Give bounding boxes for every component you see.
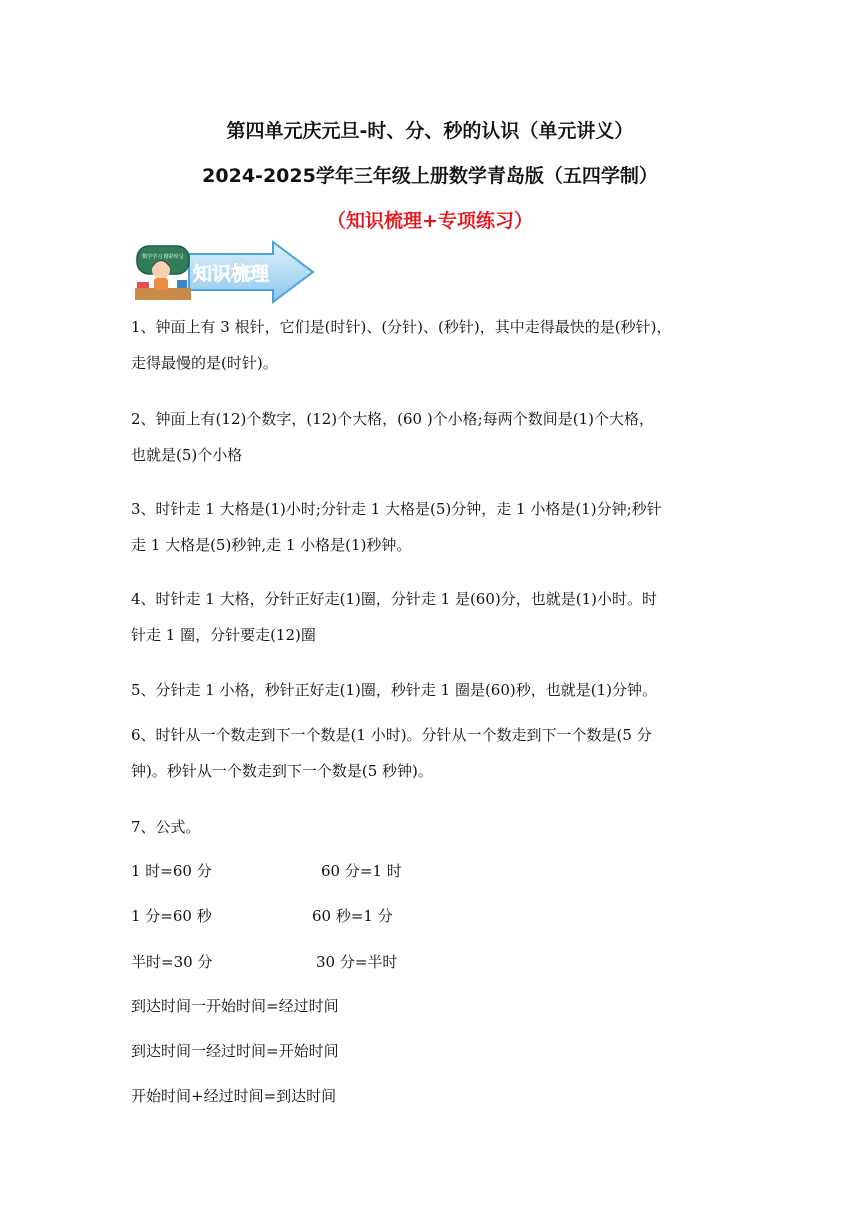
relation-1: 到达时间一开始时间=经过时间 (131, 997, 339, 1015)
item-2-line-1: 2、钟面上有(12)个数字，(12)个大格，(60 )个小格;每两个数间是(1)个大格， (131, 410, 654, 428)
item-3 (131, 498, 731, 556)
formula-1-right: 60 分=1 时 (321, 862, 402, 880)
relation-3: 开始时间+经过时间=到达时间 (131, 1087, 337, 1105)
item-1-line-1: 1、钟面上有 3 根针，它们是(时针)、(分针)、(秒针)，其中走得最快的是(秒针)， (131, 318, 672, 336)
formula-2-right: 60 秒=1 分 (312, 907, 393, 925)
title-line-2: 2024-2025学年三年级上册数学青岛版（五四学制） (202, 165, 658, 187)
title-line-3: （知识梳理+专项练习） (327, 210, 533, 232)
badge-label: 知识梳理 (193, 263, 270, 285)
formula-3-right: 30 分=半时 (316, 953, 398, 971)
formula-3-left: 半时=30 分 (131, 953, 213, 971)
item-5 (131, 679, 731, 701)
item-3-line-2: 走 1 大格是(5)秒钟,走 1 小格是(1)秒钟。 (131, 536, 412, 554)
section-badge (131, 240, 317, 304)
board-text: 数学学习 精彩纷呈 (142, 254, 184, 260)
item-1-line-2: 走得最慢的是(时针)。 (131, 354, 278, 372)
item-4-line-2: 针走 1 圈，分针要走(12)圈 (131, 626, 316, 644)
item-2 (131, 408, 731, 466)
item-6 (131, 724, 731, 782)
formula-heading: 7、公式。 (131, 818, 201, 836)
title-line-1: 第四单元庆元旦-时、分、秒的认识（单元讲义） (226, 120, 634, 142)
item-4 (131, 588, 731, 646)
formula-1-left: 1 时=60 分 (131, 862, 212, 880)
item-6-line-2: 钟)。秒针从一个数走到下一个数是(5 秒钟)。 (131, 762, 433, 780)
relation-2: 到达时间一经过时间=开始时间 (131, 1042, 339, 1060)
item-3-line-1: 3、时针走 1 大格是(1)小时;分针走 1 大格是(5)分钟，走 1 小格是(1)分钟;秒针 (131, 500, 662, 518)
item-2-line-2: 也就是(5)个小格 (131, 446, 243, 464)
item-4-line-1: 4、时针走 1 大格，分针正好走(1)圈，分针走 1 是(60)分，也就是(1)小时。时 (131, 590, 657, 608)
formula-2-left: 1 分=60 秒 (131, 907, 212, 925)
item-5-line-1: 5、分针走 1 小格，秒针正好走(1)圈，秒针走 1 圈是(60)秒，也就是(1)分钟。 (131, 681, 657, 699)
item-6-line-1: 6、时针从一个数走到下一个数是(1 小时)。分针从一个数走到下一个数是(5 分 (131, 726, 652, 744)
teacher-illustration-icon (131, 240, 317, 304)
item-1 (131, 316, 731, 374)
